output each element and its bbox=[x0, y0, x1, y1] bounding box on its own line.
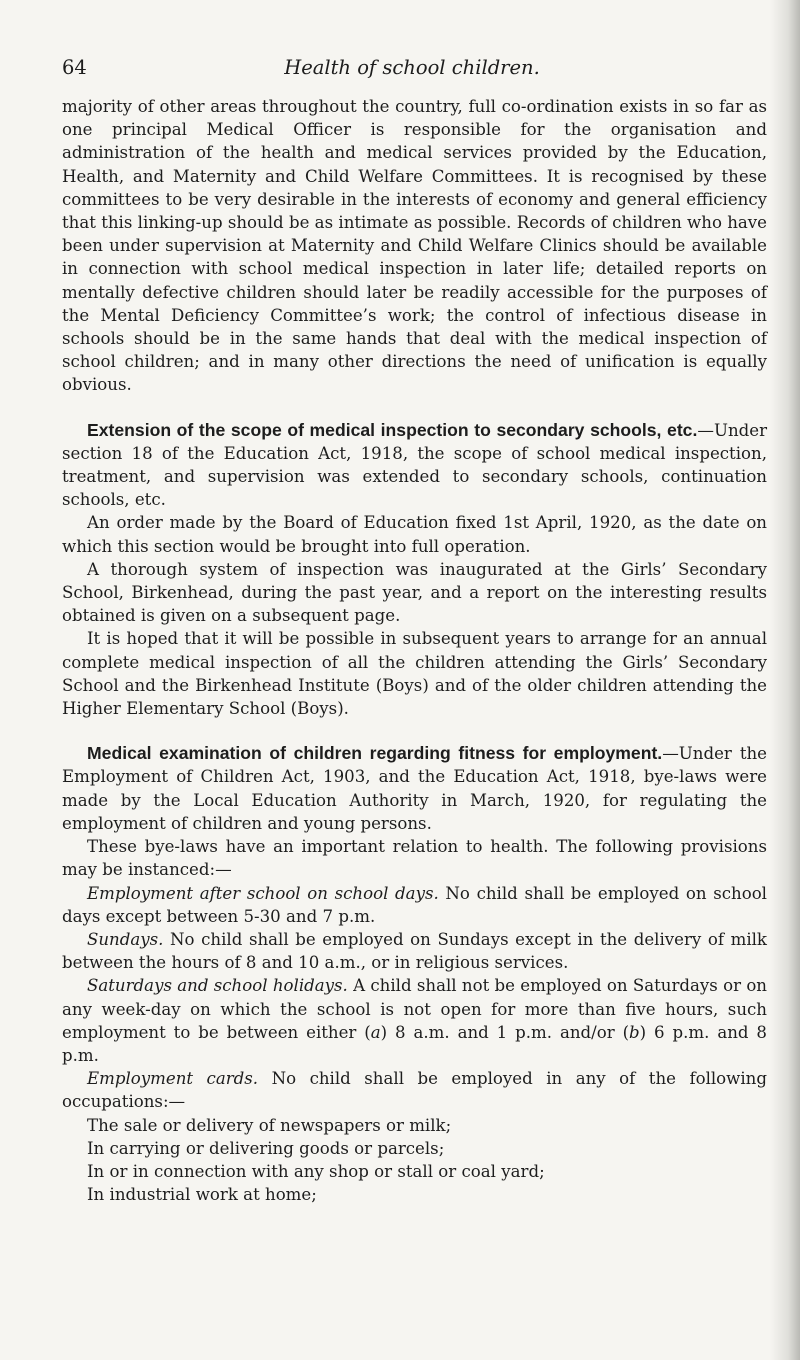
provision-saturdays-letter-b: b bbox=[629, 1022, 640, 1042]
page-edge-shadow bbox=[770, 0, 800, 1360]
paragraph-employment-act: —Under the Employment of Children Act, 1903, and the Education Act, 1918, bye-laws were made by the Local Education Authority in March, 1920, for regulating the employment of children and young persons. bbox=[62, 744, 767, 833]
provision-saturdays bbox=[62, 974, 767, 1067]
section-secondary-schools bbox=[62, 419, 767, 512]
provision-sundays-title: Sundays. bbox=[87, 929, 164, 949]
provision-employment-cards bbox=[62, 1067, 767, 1113]
provision-employment-cards-title: Employment cards. bbox=[87, 1069, 259, 1089]
body-text bbox=[62, 95, 767, 1206]
occupation-item: In carrying or delivering goods or parcels; bbox=[87, 1138, 445, 1158]
paragraph-coordination: majority of other areas throughout the country, full co-ordination exists in so far as one principal Medical Officer is responsible for the organisation and administration of the health and medical services provided by the Education, Health, and Maternity and Child Welfare Committees. It is recognised by these committees to be very desirable in the interests of economy and general efficiency that this linking-up should be as intimate as possible. Records of children who have been under supervision at Maternity and Child Welfare Clinics should be available in connection with school medical inspection in later life; detailed reports on mentally defective children should later be readily accessible for the purposes of the Mental Deficiency Committee’s work; the control of infectious disease in schools should be in the same hands that deal with the medical inspection of school children; and in many other directions the need of unification is equally obvious. bbox=[62, 97, 767, 395]
provision-after-school-title: Employment after school on school days. bbox=[87, 883, 439, 903]
provision-after-school bbox=[62, 882, 767, 928]
section-heading-secondary-schools: Extension of the scope of medical inspection to secondary schools, etc. bbox=[87, 419, 698, 440]
page-number: 64 bbox=[62, 56, 87, 79]
provision-saturdays-text-a: A child shall not be employed on Saturdays or on any week-day on which the school is not open for more than five hours, such employment to be between either ( bbox=[62, 976, 767, 1042]
provision-saturdays-title: Saturdays and school holidays. bbox=[87, 976, 348, 996]
paragraph-future-inspection: It is hoped that it will be possible in subsequent years to arrange for an annual complete medical inspection of all the children attending the Girls’ Secondary School and the Birkenhead Institute (Boys) and of the older children attending the Higher Elementary School (Boys). bbox=[62, 629, 767, 719]
paragraph-girls-school: A thorough system of inspection was inaugurated at the Girls’ Secondary School, Birkenhead, during the past year, and a report on the interesting results obtained is given on a subsequent page. bbox=[62, 559, 767, 626]
paragraph-bye-laws: These bye-laws have an important relation to health. The following provisions may be instanced:— bbox=[62, 837, 767, 880]
provision-after-school-text: No child shall be employed on school days except between 5-30 and 7 p.m. bbox=[62, 883, 767, 926]
provision-saturdays-letter-a: a bbox=[370, 1022, 381, 1042]
page-header bbox=[62, 56, 762, 86]
occupation-item: In industrial work at home; bbox=[87, 1185, 317, 1205]
paragraph-section-18: —Under section 18 of the Education Act, 1918, the scope of school medical inspection, treatment, and supervision was extended to secondary schools, continuation schools, etc. bbox=[62, 420, 767, 510]
section-heading-employment: Medical examination of children regarding fitness for employment. bbox=[87, 743, 663, 764]
section-employment bbox=[62, 742, 767, 835]
provision-employment-cards-text: No child shall be employed in any of the following occupations:— bbox=[62, 1069, 767, 1112]
provision-saturdays-text-c: ) 6 p.m. and 8 p.m. bbox=[62, 1022, 767, 1065]
running-head: Health of school children. bbox=[284, 56, 540, 79]
provision-sundays-text: No child shall be employed on Sundays except in the delivery of milk between the hours of 8 and 10 a.m., or in religious services. bbox=[62, 929, 767, 973]
occupation-item: In or in connection with any shop or stall or coal yard; bbox=[87, 1161, 545, 1181]
provision-saturdays-text-b: ) 8 a.m. and 1 p.m. and/or ( bbox=[380, 1022, 630, 1042]
provision-sundays bbox=[62, 928, 767, 974]
paragraph-board-order: An order made by the Board of Education fixed 1st April, 1920, as the date on which this section would be brought into full operation. bbox=[62, 513, 767, 556]
occupation-item: The sale or delivery of newspapers or milk; bbox=[87, 1115, 452, 1135]
